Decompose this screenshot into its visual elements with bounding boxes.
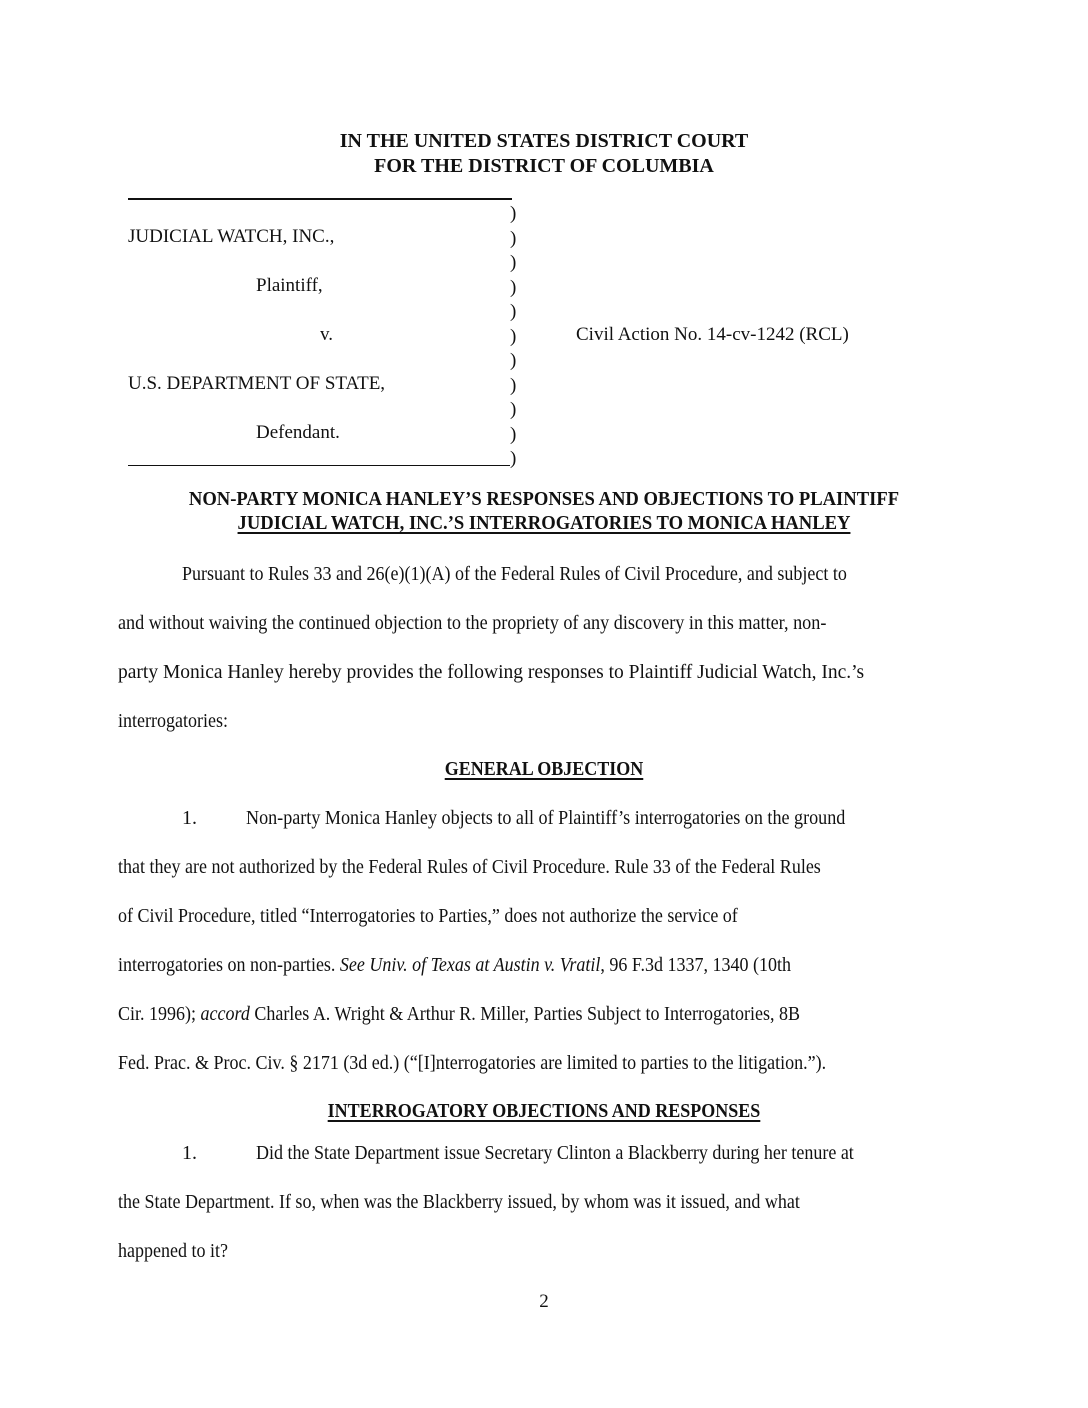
general-objection-line-5-a: Cir. 1996);	[118, 1003, 201, 1025]
general-objection-line-3: of Civil Procedure, titled “Interrogatories to Parties,” does not authorize the service of	[118, 905, 738, 927]
case-number: Civil Action No. 14-cv-1242 (RCL)	[576, 324, 849, 345]
paren: )	[510, 276, 517, 298]
caption-bottom-rule	[128, 465, 510, 466]
versus: v.	[320, 324, 334, 345]
paren: )	[510, 350, 517, 371]
intro-line-3: party Monica Hanley hereby provides the following responses to Plaintiff Judicial Watch, Inc.’s	[118, 661, 865, 683]
paren: )	[510, 203, 517, 224]
interrogatory-line-2: the State Department. If so, when was the Blackberry issued, by whom was it issued, and what	[118, 1191, 800, 1213]
court-name-line-2: FOR THE DISTRICT OF COLUMBIA	[374, 155, 714, 177]
general-objection-line-4	[118, 954, 791, 977]
accord-signal: accord	[200, 1003, 250, 1025]
interrogatory-heading	[54, 1100, 1033, 1123]
paren: )	[510, 301, 517, 322]
paren: )	[510, 374, 517, 396]
general-objection-number: 1.	[182, 807, 197, 829]
paren: )	[510, 325, 517, 347]
general-objection-heading	[54, 758, 1033, 781]
interrogatory-line-1: Did the State Department issue Secretary Clinton a Blackberry during her tenure at	[256, 1142, 854, 1164]
intro-line-2: and without waiving the continued objection to the propriety of any discovery in this matter, non-	[118, 612, 827, 634]
document-title-line-2	[38, 512, 1050, 535]
general-objection-line-5-b: Charles A. Wright & Arthur R. Miller, Parties Subject to Interrogatories, 8B	[249, 1003, 800, 1025]
defendant-label: Defendant.	[256, 422, 340, 443]
defendant-name: U.S. DEPARTMENT OF STATE,	[128, 373, 386, 394]
general-objection-line-2: that they are not authorized by the Federal Rules of Civil Procedure. Rule 33 of the Federal Rules	[118, 856, 821, 878]
caption-paren-column	[510, 202, 516, 472]
paren: )	[510, 227, 517, 249]
general-objection-line-5	[118, 1003, 800, 1026]
interrogatory-line-3: happened to it?	[118, 1240, 228, 1262]
paren: )	[510, 423, 517, 445]
case-citation: See Univ. of Texas at Austin v. Vratil	[339, 954, 601, 976]
paren: )	[510, 252, 517, 273]
court-name-line-1: IN THE UNITED STATES DISTRICT COURT	[339, 130, 749, 152]
intro-line-4: interrogatories:	[118, 710, 228, 732]
general-objection-line-4-b: , 96 F.3d 1337, 1340 (10th	[600, 954, 791, 976]
general-objection-line-6: Fed. Prac. & Proc. Civ. § 2171 (3d ed.) (“[I]nterrogatories are limited to parties to the litigation.”).	[118, 1052, 827, 1074]
page-number: 2	[539, 1291, 549, 1312]
document-title-line-2-text: JUDICIAL WATCH, INC.’S INTERROGATORIES TO MONICA HANLEY	[237, 512, 851, 534]
paren: )	[510, 399, 517, 420]
general-objection-line-4-a: interrogatories on non-parties.	[118, 954, 340, 976]
interrogatory-number: 1.	[182, 1142, 197, 1164]
intro-line-1: Pursuant to Rules 33 and 26(e)(1)(A) of the Federal Rules of Civil Procedure, and subject to	[182, 563, 847, 585]
plaintiff-label: Plaintiff,	[256, 275, 323, 296]
document-title-line-1: NON-PARTY MONICA HANLEY’S RESPONSES AND OBJECTIONS TO PLAINTIFF	[188, 488, 900, 510]
plaintiff-name: JUDICIAL WATCH, INC.,	[128, 226, 335, 247]
caption-top-rule	[128, 198, 512, 200]
general-objection-heading-text: GENERAL OBJECTION	[444, 758, 644, 780]
interrogatory-heading-text: INTERROGATORY OBJECTIONS AND RESPONSES	[327, 1100, 761, 1122]
general-objection-line-1: Non-party Monica Hanley objects to all of Plaintiff’s interrogatories on the ground	[246, 807, 846, 829]
paren: )	[510, 448, 517, 469]
